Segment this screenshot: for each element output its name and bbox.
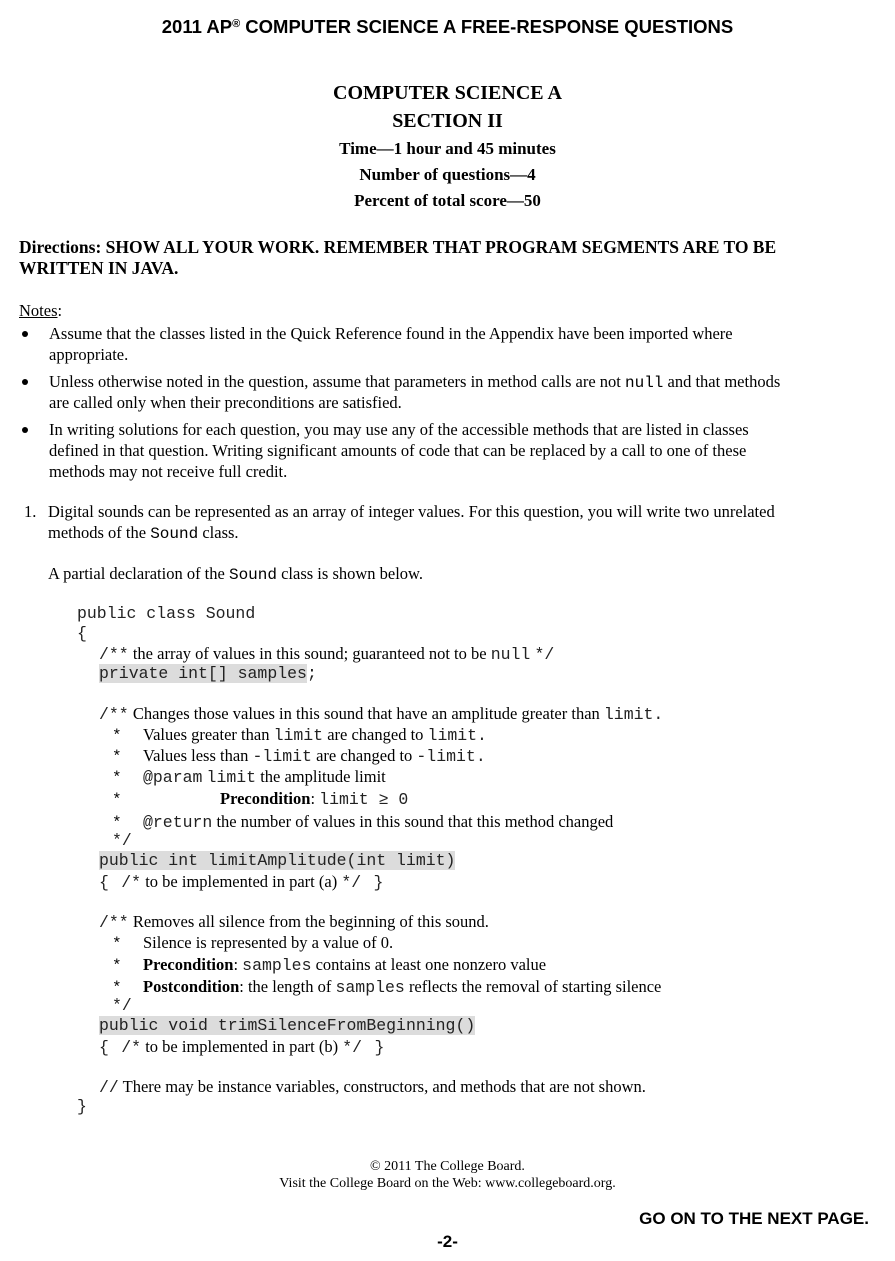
doc-text: Changes those values in this sound that have an amplitude greater than [132,704,600,723]
q-text-end: class is shown below. [281,564,424,583]
question-line-2 [48,522,239,545]
doc-b-postcondition [143,976,661,998]
section-time: Time—1 hour and 45 minutes [339,139,556,158]
comment-close: */ [341,873,362,892]
brace: } [374,1038,385,1057]
param-tag: @param [143,768,203,787]
page-header [0,16,895,38]
directions: Directions: SHOW ALL YOUR WORK. REMEMBER THAT PROGRAM SEGMENTS ARE TO BE WRITTEN IN JAVA. [19,237,777,278]
doc-b-line-2: Silence is represented by a value of 0. [143,933,394,952]
line-comment: // [99,1078,119,1097]
doc-a-return [143,811,613,833]
bullet-icon [22,331,28,337]
visit-line: Visit the College Board on the Web: www.collegeboard.org. [279,1176,616,1191]
null-code: null [624,374,664,392]
close-brace: } [77,1097,87,1116]
doc-text: are changed to [327,725,424,744]
doc-text: Values greater than [143,725,270,744]
comment-star: * [112,814,122,832]
doc-text: There may be instance variables, constructors, and methods that are not shown. [122,1077,646,1096]
doc-b-line-1 [99,911,489,933]
comment-open: /* [121,1038,142,1057]
comment-star: * [112,791,122,809]
q-text: A partial declaration of the [48,564,225,583]
doc-a-line-2 [143,724,487,746]
go-on-notice: GO ON TO THE NEXT PAGE. [639,1209,869,1228]
samples-code: samples [242,956,312,975]
precondition-label: Precondition [220,789,311,808]
comment-open: /** [99,913,129,932]
doc-a-line-3 [143,745,486,767]
comment-close: */ [112,831,132,850]
q-text-end: class. [202,523,239,542]
class-declaration: public class Sound [77,604,256,623]
doc-text: to be implemented in part (b) [145,1037,339,1056]
brace: } [373,873,384,892]
page-number: -2- [437,1232,458,1251]
header-text-rest: COMPUTER SCIENCE A FREE-RESPONSE QUESTIONS [240,16,734,37]
comment-star: * [112,979,122,997]
doc-text: contains at least one nonzero value [315,955,547,974]
notes-colon: : [57,301,63,320]
comment-open: /** [99,705,129,724]
brace: { [99,1038,109,1057]
method-signature: public void trimSilenceFromBeginning() [99,1016,476,1035]
doc-text: Values less than [143,746,249,765]
colon: : [233,955,239,974]
doc-text: : the length of [239,977,332,996]
comment-close: */ [342,1038,363,1057]
note-3-line-3: methods may not receive full credit. [49,462,288,481]
q-text: methods of the [48,523,147,542]
bullet-icon [22,379,28,385]
doc-b-precondition [143,954,546,976]
semicolon: ; [306,664,317,683]
precondition-label: Precondition [143,955,234,974]
doc-a-precondition [220,788,408,810]
question-number: 1. [24,502,37,521]
comment-close: */ [112,996,132,1015]
note-3-line-1: In writing solutions for each question, you may use any of the accessible methods that are listed in classes [49,420,749,439]
bullet-icon [22,427,28,433]
section-percent: Percent of total score—50 [354,191,541,210]
return-tag: @return [143,813,213,832]
limit-code: limit. [603,705,664,724]
limit-amplitude-signature [99,851,455,870]
postcondition-label: Postcondition [143,977,240,996]
doc-a-param [143,766,386,788]
header-text: 2011 AP [161,16,233,37]
open-brace: { [77,624,87,643]
comment-star: * [112,727,122,745]
note-2-text-end: and that methods [667,372,781,391]
trim-silence-signature [99,1016,475,1035]
section-questions: Number of questions—4 [359,165,536,184]
doc-text: Removes all silence from the beginning of this sound. [132,912,489,931]
samples-code: samples [335,978,405,997]
comment-star: * [112,935,122,953]
comment-star: * [112,957,122,975]
section-title: COMPUTER SCIENCE A [333,82,562,104]
colon: : [310,789,316,808]
sound-code: Sound [150,525,199,543]
null-code: null [490,645,531,664]
doc-text: the amplitude limit [260,767,386,786]
section-subtitle: SECTION II [392,110,503,132]
not-shown-comment [99,1076,646,1098]
samples-comment [99,643,554,665]
doc-text: are changed to [316,746,413,765]
method-b-body [99,1036,384,1058]
limit-code: limit. [427,726,487,745]
brace: { [99,873,109,892]
note-1-line-2: appropriate. [49,345,129,364]
comment-star: * [112,769,122,787]
doc-text: the number of values in this sound that this method changed [216,812,614,831]
samples-field: private int[] samples [99,664,307,683]
comment-star: * [112,748,122,766]
note-1-line-1: Assume that the classes listed in the Quick Reference found in the Appendix have been imported where [49,324,733,343]
method-a-body [99,871,383,893]
note-3-line-2: defined in that question. Writing significant amounts of code that can be replaced by a call to one of these [49,441,747,460]
sound-code: Sound [228,566,277,584]
notes-label: Notes [19,301,58,320]
limit-code: -limit. [416,747,486,766]
limit-code: limit ≥ 0 [319,790,409,809]
doc-a-line-1 [99,703,663,725]
limit-code: -limit [252,747,312,766]
doc-text: to be implemented in part (a) [145,872,338,891]
field-declaration [99,664,317,683]
doc-text: reflects the removal of starting silence [408,977,662,996]
notes-heading [19,300,62,321]
partial-declaration-intro [48,563,423,586]
comment-text: the array of values in this sound; guaranteed not to be [132,644,487,663]
method-signature: public int limitAmplitude(int limit) [99,851,456,870]
copyright: © 2011 The College Board. [370,1159,525,1174]
note-2-line-1 [49,371,780,394]
limit-code: limit [206,768,257,787]
note-2-line-2: are called only when their preconditions are satisfied. [49,393,402,412]
question-line-1: Digital sounds can be represented as an array of integer values. For this question, you will write two unrelated [48,502,775,521]
limit-code: limit [273,726,324,745]
comment-close: */ [534,645,555,664]
comment-open: /** [99,645,129,664]
comment-open: /* [121,873,142,892]
note-2-text: Unless otherwise noted in the question, assume that parameters in method calls are not [49,372,621,391]
registered-mark: ® [232,18,241,30]
